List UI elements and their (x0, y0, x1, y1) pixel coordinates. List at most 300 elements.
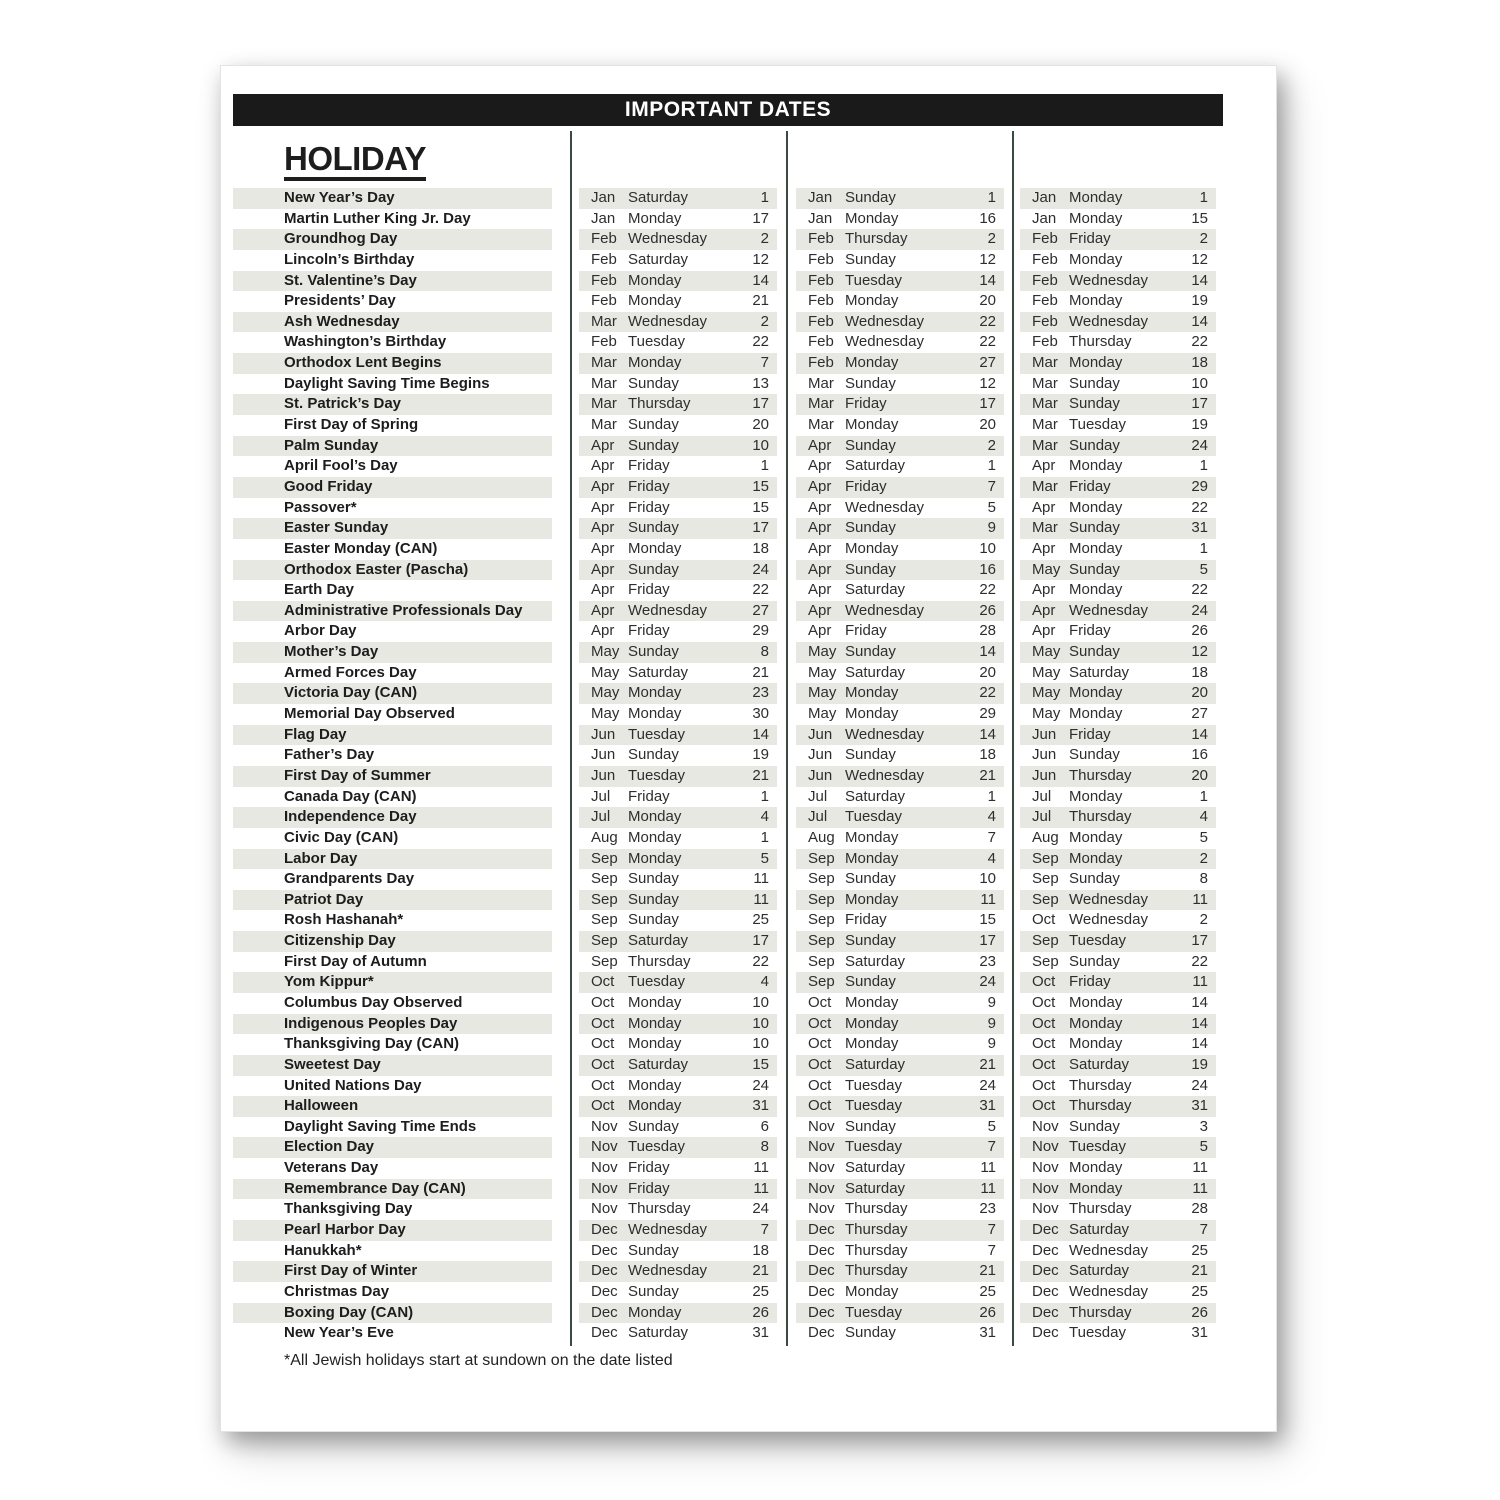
day-number-cell: 21 (979, 1055, 996, 1073)
month-cell: Apr (591, 622, 615, 640)
day-number-cell: 31 (1191, 1097, 1208, 1115)
month-cell: Jun (808, 766, 833, 784)
day-number-cell: 1 (760, 457, 769, 475)
day-number-cell: 14 (979, 643, 996, 661)
month-cell: Apr (808, 519, 832, 537)
day-number-cell: 26 (1191, 1303, 1208, 1321)
holiday-date-group (579, 972, 777, 993)
table-row (233, 1303, 1216, 1324)
month-cell: Apr (1032, 601, 1056, 619)
holiday-name: Patriot Day (233, 890, 552, 911)
month-cell: Dec (591, 1241, 618, 1259)
day-number-cell: 25 (1191, 1241, 1208, 1259)
month-cell: Apr (591, 560, 615, 578)
day-number-cell: 21 (979, 1262, 996, 1280)
month-cell: Oct (1032, 911, 1056, 929)
month-cell: Apr (1032, 498, 1056, 516)
holiday-date-group (796, 477, 1004, 498)
holiday-date-group (796, 1158, 1004, 1179)
day-number-cell: 16 (979, 209, 996, 227)
day-number-cell: 29 (1191, 477, 1208, 495)
month-cell: Feb (1032, 292, 1058, 310)
day-number-cell: 8 (1199, 870, 1208, 888)
weekday-cell: Wednesday (1069, 601, 1148, 619)
table-row (233, 580, 1216, 601)
day-number-cell: 10 (752, 1014, 769, 1032)
day-number-cell: 12 (752, 250, 769, 268)
month-cell: Jan (1032, 189, 1057, 206)
month-cell: Sep (591, 911, 618, 929)
weekday-cell: Tuesday (1069, 932, 1126, 950)
month-cell: Feb (808, 333, 834, 351)
table-row (233, 374, 1216, 395)
holiday-date-group (579, 663, 777, 684)
holiday-date-group (579, 910, 777, 931)
holiday-name: Earth Day (284, 581, 355, 599)
month-cell: Sep (808, 890, 835, 908)
weekday-cell: Saturday (1069, 663, 1130, 681)
weekday-cell: Thursday (1069, 333, 1132, 351)
month-cell: Mar (1032, 436, 1058, 454)
weekday-cell: Saturday (845, 787, 906, 805)
table-row (233, 1323, 1216, 1344)
weekday-cell: Sunday (628, 519, 679, 537)
month-cell: Dec (1032, 1303, 1059, 1321)
holiday-date-group (796, 498, 1004, 519)
month-cell: Aug (808, 828, 835, 846)
month-cell: Dec (808, 1324, 835, 1342)
day-number-cell: 29 (752, 622, 769, 640)
weekday-cell: Thursday (845, 1241, 908, 1259)
holiday-date-group (1020, 209, 1216, 230)
month-cell: Jul (591, 808, 611, 826)
holiday-date-group (796, 1303, 1004, 1324)
holiday-name: Orthodox Lent Begins (233, 353, 552, 374)
day-number-cell: 19 (1191, 292, 1208, 310)
table-row (233, 1220, 1216, 1241)
weekday-cell: Saturday (845, 581, 906, 599)
holiday-date-group (579, 353, 777, 374)
holiday-date-group (579, 1199, 777, 1220)
holiday-date-group (1020, 1096, 1216, 1117)
month-cell: Nov (1032, 1159, 1059, 1177)
table-row (233, 972, 1216, 993)
month-cell: Jun (1032, 766, 1057, 784)
weekday-cell: Monday (1069, 787, 1123, 805)
day-number-cell: 21 (979, 766, 996, 784)
month-cell: Feb (591, 250, 617, 268)
month-cell: Sep (1032, 952, 1059, 970)
weekday-cell: Monday (1069, 1014, 1123, 1032)
holiday-name: Mother’s Day (233, 642, 552, 663)
weekday-cell: Monday (628, 1303, 682, 1321)
month-cell: Apr (591, 477, 615, 495)
table-row (233, 766, 1216, 787)
weekday-cell: Monday (1069, 849, 1123, 867)
table-row (233, 560, 1216, 581)
weekday-cell: Monday (628, 705, 682, 723)
day-number-cell: 21 (752, 766, 769, 784)
month-cell: Mar (591, 395, 617, 413)
day-number-cell: 11 (1192, 1159, 1208, 1177)
table-row (233, 353, 1216, 374)
holiday-date-group (579, 704, 777, 725)
holiday-name: Grandparents Day (284, 870, 415, 888)
holiday-date-group (796, 353, 1004, 374)
weekday-cell: Thursday (845, 1200, 908, 1218)
month-cell: Jul (591, 787, 611, 805)
day-number-cell: 14 (1191, 993, 1208, 1011)
holiday-date-group (579, 436, 777, 457)
weekday-cell: Friday (845, 477, 887, 495)
holiday-date-group (1020, 580, 1216, 601)
month-cell: May (1032, 705, 1061, 723)
holiday-date-group (796, 745, 1004, 766)
holiday-date-group (796, 952, 1004, 973)
weekday-cell: Saturday (628, 1055, 689, 1073)
month-cell: Aug (1032, 828, 1059, 846)
table-row (233, 250, 1216, 271)
holiday-date-group (1020, 663, 1216, 684)
day-number-cell: 7 (987, 477, 996, 495)
day-number-cell: 2 (1199, 911, 1208, 929)
day-number-cell: 23 (752, 684, 769, 702)
weekday-cell: Monday (845, 292, 899, 310)
weekday-cell: Sunday (1069, 1117, 1120, 1135)
holiday-date-group (1020, 1303, 1216, 1324)
table-row (233, 725, 1216, 746)
weekday-cell: Saturday (845, 952, 906, 970)
weekday-cell: Wednesday (628, 312, 707, 330)
day-number-cell: 11 (1192, 890, 1208, 908)
holiday-date-group (796, 993, 1004, 1014)
month-cell: Apr (808, 539, 832, 557)
month-cell: Apr (808, 560, 832, 578)
weekday-cell: Monday (1069, 498, 1123, 516)
holiday-date-group (1020, 725, 1216, 746)
month-cell: Apr (591, 539, 615, 557)
day-number-cell: 11 (1192, 973, 1208, 991)
holiday-name: Arbor Day (284, 622, 357, 640)
day-number-cell: 5 (1199, 828, 1208, 846)
month-cell: Jun (808, 725, 833, 743)
holiday-name: Good Friday (233, 477, 552, 498)
day-number-cell: 7 (1199, 1221, 1208, 1239)
month-cell: Apr (591, 519, 615, 537)
table-row (233, 807, 1216, 828)
weekday-cell: Friday (628, 498, 670, 516)
month-cell: Nov (808, 1138, 835, 1156)
day-number-cell: 9 (987, 1014, 996, 1032)
holiday-date-group (1020, 1076, 1216, 1097)
holiday-date-group (796, 332, 1004, 353)
weekday-cell: Friday (1069, 477, 1111, 495)
month-cell: Feb (591, 333, 617, 351)
weekday-cell: Sunday (628, 1282, 679, 1300)
day-number-cell: 1 (1199, 787, 1208, 805)
month-cell: Oct (808, 1097, 832, 1115)
weekday-cell: Tuesday (628, 1138, 685, 1156)
holiday-date-group (796, 766, 1004, 787)
weekday-cell: Saturday (845, 1055, 906, 1073)
holiday-date-group (1020, 828, 1216, 849)
month-cell: Oct (1032, 1014, 1056, 1032)
month-cell: Apr (808, 581, 832, 599)
weekday-cell: Tuesday (845, 808, 902, 826)
day-number-cell: 11 (753, 870, 769, 888)
day-number-cell: 7 (987, 1241, 996, 1259)
day-number-cell: 4 (987, 808, 996, 826)
holiday-name: First Day of Winter (233, 1261, 552, 1282)
weekday-cell: Sunday (1069, 643, 1120, 661)
holiday-name: Citizenship Day (233, 931, 552, 952)
month-cell: Dec (1032, 1324, 1059, 1342)
month-cell: May (808, 705, 837, 723)
month-cell: Apr (1032, 581, 1056, 599)
table-row (233, 332, 1216, 353)
weekday-cell: Monday (1069, 705, 1123, 723)
month-cell: Feb (808, 250, 834, 268)
day-number-cell: 1 (987, 787, 996, 805)
holiday-date-group (579, 683, 777, 704)
holiday-date-group (796, 601, 1004, 622)
table-row (233, 910, 1216, 931)
weekday-cell: Saturday (845, 663, 906, 681)
weekday-cell: Wednesday (628, 230, 707, 248)
day-number-cell: 31 (752, 1097, 769, 1115)
weekday-cell: Tuesday (845, 1097, 902, 1115)
table-row (233, 436, 1216, 457)
holiday-date-group (1020, 642, 1216, 663)
table-row (233, 952, 1216, 973)
weekday-cell: Monday (1069, 581, 1123, 599)
holiday-name: Father’s Day (284, 746, 375, 764)
holiday-date-group (1020, 1158, 1216, 1179)
holiday-date-group (1020, 766, 1216, 787)
table-row (233, 993, 1216, 1014)
weekday-cell: Sunday (845, 374, 896, 392)
weekday-cell: Tuesday (845, 1076, 902, 1094)
table-row (233, 498, 1216, 519)
weekday-cell: Monday (628, 1014, 682, 1032)
day-number-cell: 25 (979, 1282, 996, 1300)
weekday-cell: Sunday (845, 1324, 896, 1342)
month-cell: Nov (1032, 1117, 1059, 1135)
month-cell: Feb (808, 230, 834, 248)
day-number-cell: 14 (1191, 725, 1208, 743)
holiday-name: Passover* (284, 498, 357, 516)
weekday-cell: Wednesday (1069, 1241, 1148, 1259)
holiday-date-group (579, 1076, 777, 1097)
weekday-cell: Sunday (1069, 395, 1120, 413)
day-number-cell: 19 (1191, 416, 1208, 434)
weekday-cell: Sunday (845, 1117, 896, 1135)
holiday-date-group (796, 663, 1004, 684)
month-cell: Nov (1032, 1200, 1059, 1218)
day-number-cell: 15 (1191, 209, 1208, 227)
holiday-date-group (796, 1282, 1004, 1303)
holiday-date-group (579, 332, 777, 353)
weekday-cell: Monday (1069, 292, 1123, 310)
holiday-date-group (796, 704, 1004, 725)
day-number-cell: 13 (752, 374, 769, 392)
month-cell: Apr (591, 601, 615, 619)
holiday-name: United Nations Day (284, 1076, 422, 1094)
holiday-date-group (796, 1179, 1004, 1200)
weekday-cell: Friday (628, 1159, 670, 1177)
day-number-cell: 23 (979, 1200, 996, 1218)
holiday-name: Christmas Day (284, 1282, 390, 1300)
table-row (233, 1158, 1216, 1179)
holiday-date-group (796, 931, 1004, 952)
weekday-cell: Monday (845, 354, 899, 372)
holiday-date-group (1020, 229, 1216, 250)
month-cell: Feb (591, 292, 617, 310)
month-cell: Oct (808, 993, 832, 1011)
table-row (233, 1117, 1216, 1138)
holiday-date-group (1020, 560, 1216, 581)
holiday-date-group (1020, 1199, 1216, 1220)
month-cell: Dec (808, 1303, 835, 1321)
table-row (233, 1282, 1216, 1303)
table-row (233, 869, 1216, 890)
day-number-cell: 7 (987, 1221, 996, 1239)
holiday-date-group (1020, 931, 1216, 952)
holiday-date-group (1020, 621, 1216, 642)
table-row (233, 621, 1216, 642)
day-number-cell: 17 (752, 395, 769, 413)
month-cell: Feb (808, 271, 834, 289)
weekday-cell: Thursday (628, 952, 691, 970)
holiday-date-group (796, 910, 1004, 931)
month-cell: Apr (591, 457, 615, 475)
weekday-cell: Wednesday (1069, 911, 1148, 929)
holiday-date-group (579, 1137, 777, 1158)
holiday-date-group (1020, 188, 1216, 209)
month-cell: Feb (591, 271, 617, 289)
day-number-cell: 1 (987, 189, 996, 206)
holiday-date-group (1020, 787, 1216, 808)
month-cell: Apr (591, 436, 615, 454)
weekday-cell: Saturday (628, 189, 689, 206)
day-number-cell: 26 (979, 1303, 996, 1321)
weekday-cell: Monday (628, 539, 682, 557)
weekday-cell: Wednesday (845, 498, 924, 516)
weekday-cell: Thursday (845, 1221, 908, 1239)
weekday-cell: Tuesday (845, 271, 902, 289)
month-cell: Oct (808, 1035, 832, 1053)
table-row (233, 229, 1216, 250)
holiday-name: New Year’s Day (233, 188, 552, 209)
month-cell: Dec (1032, 1262, 1059, 1280)
day-number-cell: 31 (979, 1097, 996, 1115)
weekday-cell: Sunday (628, 746, 679, 764)
month-cell: Jul (808, 808, 828, 826)
weekday-cell: Tuesday (1069, 1324, 1126, 1342)
month-cell: Oct (808, 1014, 832, 1032)
day-number-cell: 2 (760, 312, 769, 330)
holiday-date-group (796, 271, 1004, 292)
holiday-date-group (1020, 683, 1216, 704)
table-row (233, 683, 1216, 704)
weekday-cell: Wednesday (1069, 1282, 1148, 1300)
month-cell: Jun (591, 725, 616, 743)
weekday-cell: Saturday (1069, 1055, 1130, 1073)
holiday-date-group (796, 250, 1004, 271)
weekday-cell: Thursday (1069, 766, 1132, 784)
day-number-cell: 10 (979, 870, 996, 888)
day-number-cell: 2 (1199, 849, 1208, 867)
weekday-cell: Saturday (628, 932, 689, 950)
month-cell: Sep (808, 870, 835, 888)
weekday-cell: Sunday (845, 932, 896, 950)
holiday-date-group (796, 1220, 1004, 1241)
month-cell: Nov (591, 1179, 618, 1197)
day-number-cell: 17 (1191, 932, 1208, 950)
day-number-cell: 17 (752, 209, 769, 227)
weekday-cell: Friday (628, 477, 670, 495)
holiday-name: April Fool’s Day (284, 457, 398, 475)
holiday-name: Easter Sunday (233, 518, 552, 539)
month-cell: Apr (1032, 539, 1056, 557)
important-dates-header: IMPORTANT DATES (233, 94, 1223, 126)
month-cell: Jul (1032, 787, 1052, 805)
holiday-date-group (579, 518, 777, 539)
holiday-name: Halloween (233, 1096, 552, 1117)
day-number-cell: 21 (1191, 1262, 1208, 1280)
day-number-cell: 22 (752, 952, 769, 970)
month-cell: Nov (591, 1117, 618, 1135)
holiday-date-group (1020, 291, 1216, 312)
day-number-cell: 24 (1191, 1076, 1208, 1094)
day-number-cell: 5 (1199, 1138, 1208, 1156)
day-number-cell: 7 (760, 1221, 769, 1239)
day-number-cell: 22 (979, 581, 996, 599)
holiday-table-body (233, 188, 1216, 1344)
day-number-cell: 22 (752, 581, 769, 599)
weekday-cell: Wednesday (628, 601, 707, 619)
holiday-name: Lincoln’s Birthday (284, 250, 415, 268)
weekday-cell: Thursday (1069, 1076, 1132, 1094)
day-number-cell: 21 (752, 663, 769, 681)
day-number-cell: 22 (1191, 581, 1208, 599)
weekday-cell: Monday (1069, 828, 1123, 846)
month-cell: Mar (1032, 519, 1058, 537)
day-number-cell: 22 (979, 312, 996, 330)
month-cell: Dec (591, 1324, 618, 1342)
table-row (233, 787, 1216, 808)
weekday-cell: Sunday (1069, 560, 1120, 578)
holiday-name: Ash Wednesday (233, 312, 552, 333)
weekday-cell: Monday (845, 1014, 899, 1032)
holiday-date-group (579, 1282, 777, 1303)
weekday-cell: Tuesday (628, 766, 685, 784)
holiday-date-group (579, 539, 777, 560)
day-number-cell: 26 (1191, 622, 1208, 640)
holiday-date-group (796, 415, 1004, 436)
weekday-cell: Monday (628, 849, 682, 867)
holiday-date-group (796, 642, 1004, 663)
holiday-name: Thanksgiving Day (284, 1200, 413, 1218)
holiday-name: Memorial Day Observed (284, 705, 455, 723)
holiday-date-group (1020, 910, 1216, 931)
day-number-cell: 4 (987, 849, 996, 867)
holiday-name: Independence Day (233, 807, 552, 828)
month-cell: Jan (1032, 209, 1057, 227)
month-cell: Dec (1032, 1241, 1059, 1259)
month-cell: Mar (1032, 416, 1058, 434)
day-number-cell: 2 (987, 436, 996, 454)
